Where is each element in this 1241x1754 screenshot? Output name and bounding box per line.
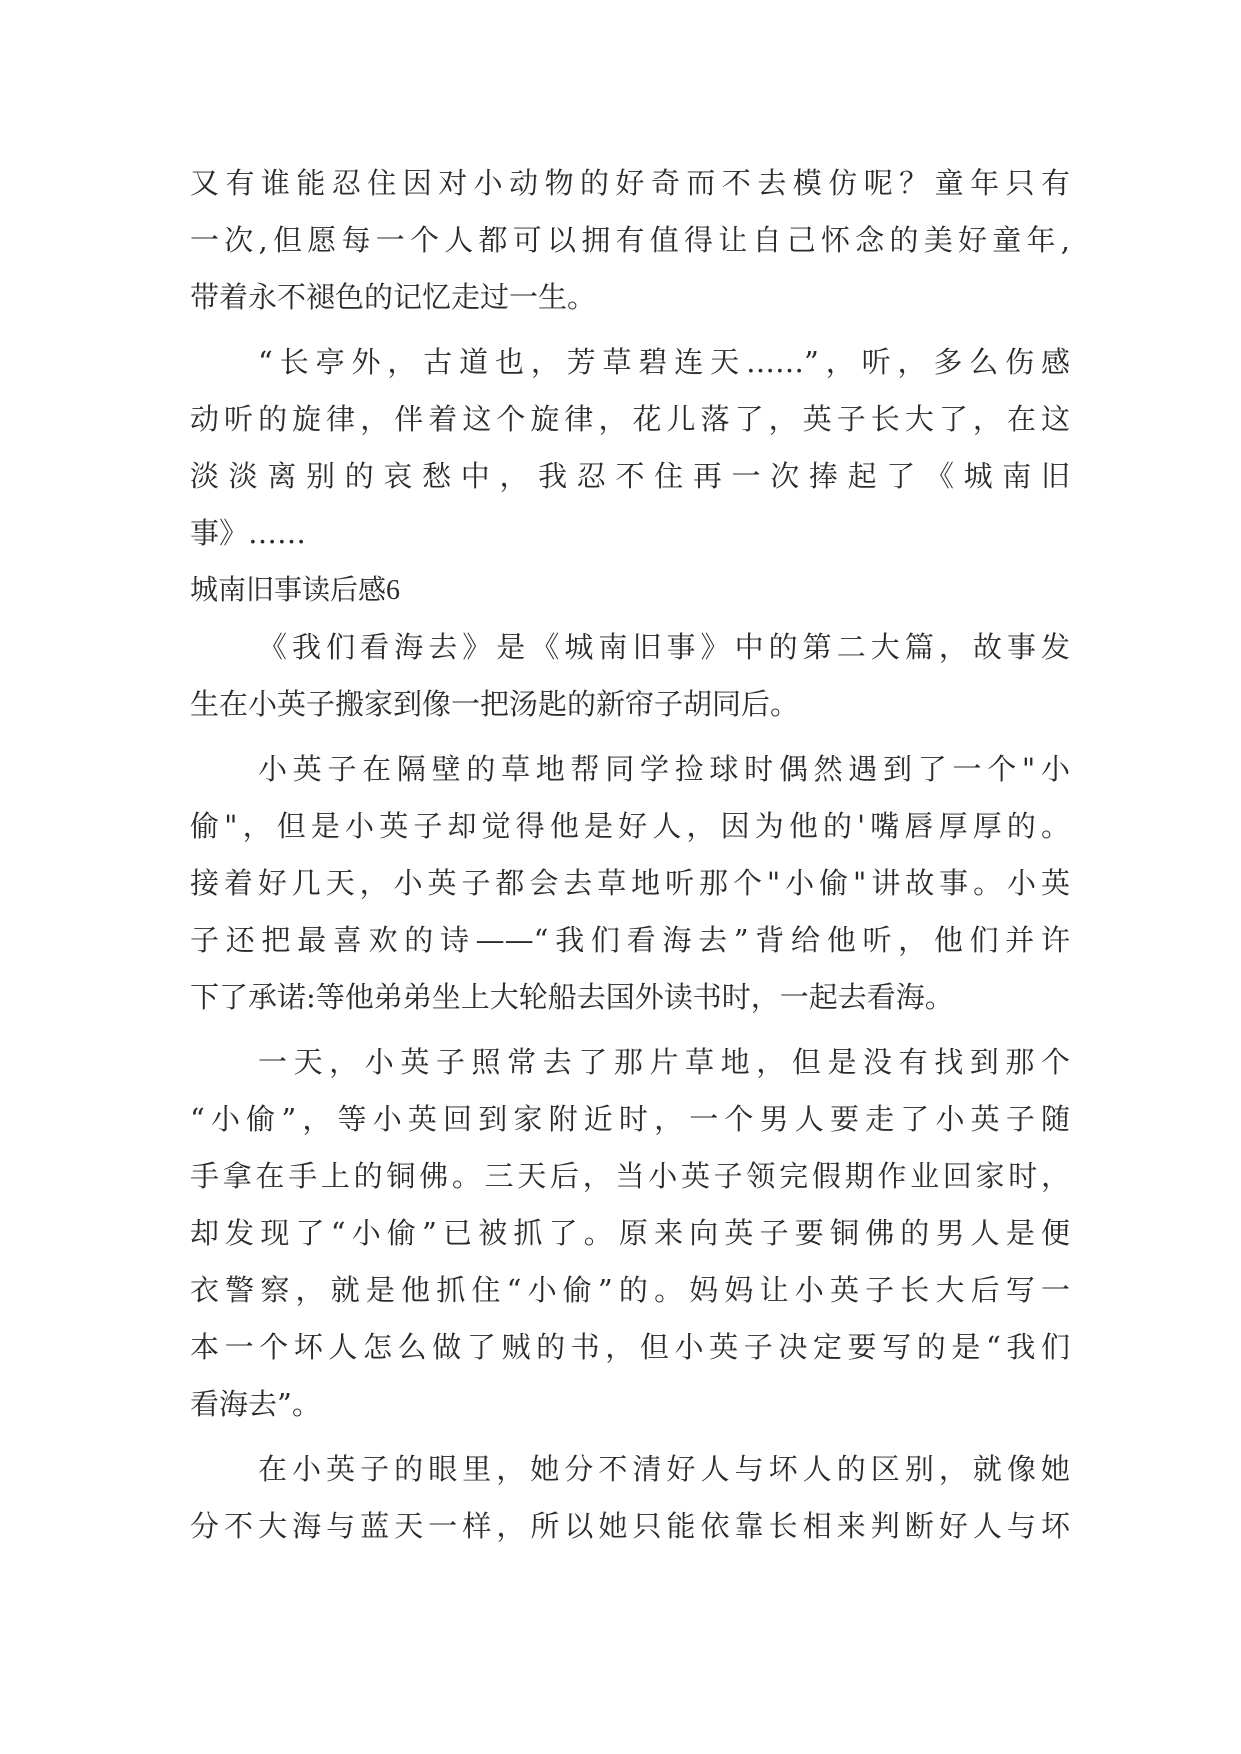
document-body (190, 155, 1070, 1555)
paragraph-line: 手拿在手上的铜佛。三天后，当小英子领完假期作业回家时， (190, 1159, 1070, 1193)
paragraph-line: 又有谁能忍住因对小动物的好奇而不去模仿呢？童年只有 (190, 166, 1070, 200)
paragraph-line: 淡淡离别的哀愁中，我忍不住再一次捧起了《城南旧 (190, 459, 1070, 493)
paragraph-line: 下了承诺:等他弟弟坐上大轮船去国外读书时，一起去看海。 (190, 980, 954, 1014)
paragraph-line: 衣警察，就是他抓住“小偷”的。妈妈让小英子长大后写一 (190, 1273, 1070, 1307)
paragraph-line: 接着好几天，小英子都会去草地听那个"小偷"讲故事。小英 (190, 866, 1070, 900)
section-heading: 城南旧事读后感6 (190, 575, 401, 606)
paragraph-line: 一次,但愿每一个人都可以拥有值得让自己怀念的美好童年, (190, 223, 1070, 257)
paragraph-line: 事》…… (190, 516, 307, 550)
paragraph-line: 偷"，但是小英子却觉得他是好人，因为他的'嘴唇厚厚的。 (190, 809, 1070, 843)
paragraph-line: 动听的旋律，伴着这个旋律，花儿落了，英子长大了，在这 (190, 402, 1070, 436)
paragraph-line: 一天，小英子照常去了那片草地，但是没有找到那个 (258, 1045, 1070, 1079)
paragraph-line: 分不大海与蓝天一样，所以她只能依靠长相来判断好人与坏 (190, 1509, 1070, 1543)
paragraph-line: 在小英子的眼里，她分不清好人与坏人的区别，就像她 (258, 1452, 1070, 1486)
paragraph-line: 带着永不褪色的记忆走过一生。 (190, 280, 597, 314)
paragraph-line: “长亭外，古道也，芳草碧连天……”，听，多么伤感 (258, 345, 1070, 379)
paragraph-line: 《我们看海去》是《城南旧事》中的第二大篇，故事发 (258, 630, 1070, 664)
paragraph-line: 子还把最喜欢的诗——“我们看海去”背给他听，他们并许 (190, 923, 1070, 957)
paragraph-line: “小偷”，等小英回到家附近时，一个男人要走了小英子随 (190, 1102, 1070, 1136)
paragraph-line: 小英子在隔壁的草地帮同学捡球时偶然遇到了一个"小 (258, 752, 1070, 786)
paragraph-line: 生在小英子搬家到像一把汤匙的新帘子胡同后。 (190, 687, 800, 721)
paragraph-line: 看海去”。 (190, 1387, 321, 1421)
paragraph-line: 本一个坏人怎么做了贼的书，但小英子决定要写的是“我们 (190, 1330, 1070, 1364)
paragraph-line: 却发现了“小偷”已被抓了。原来向英子要铜佛的男人是便 (190, 1216, 1070, 1250)
